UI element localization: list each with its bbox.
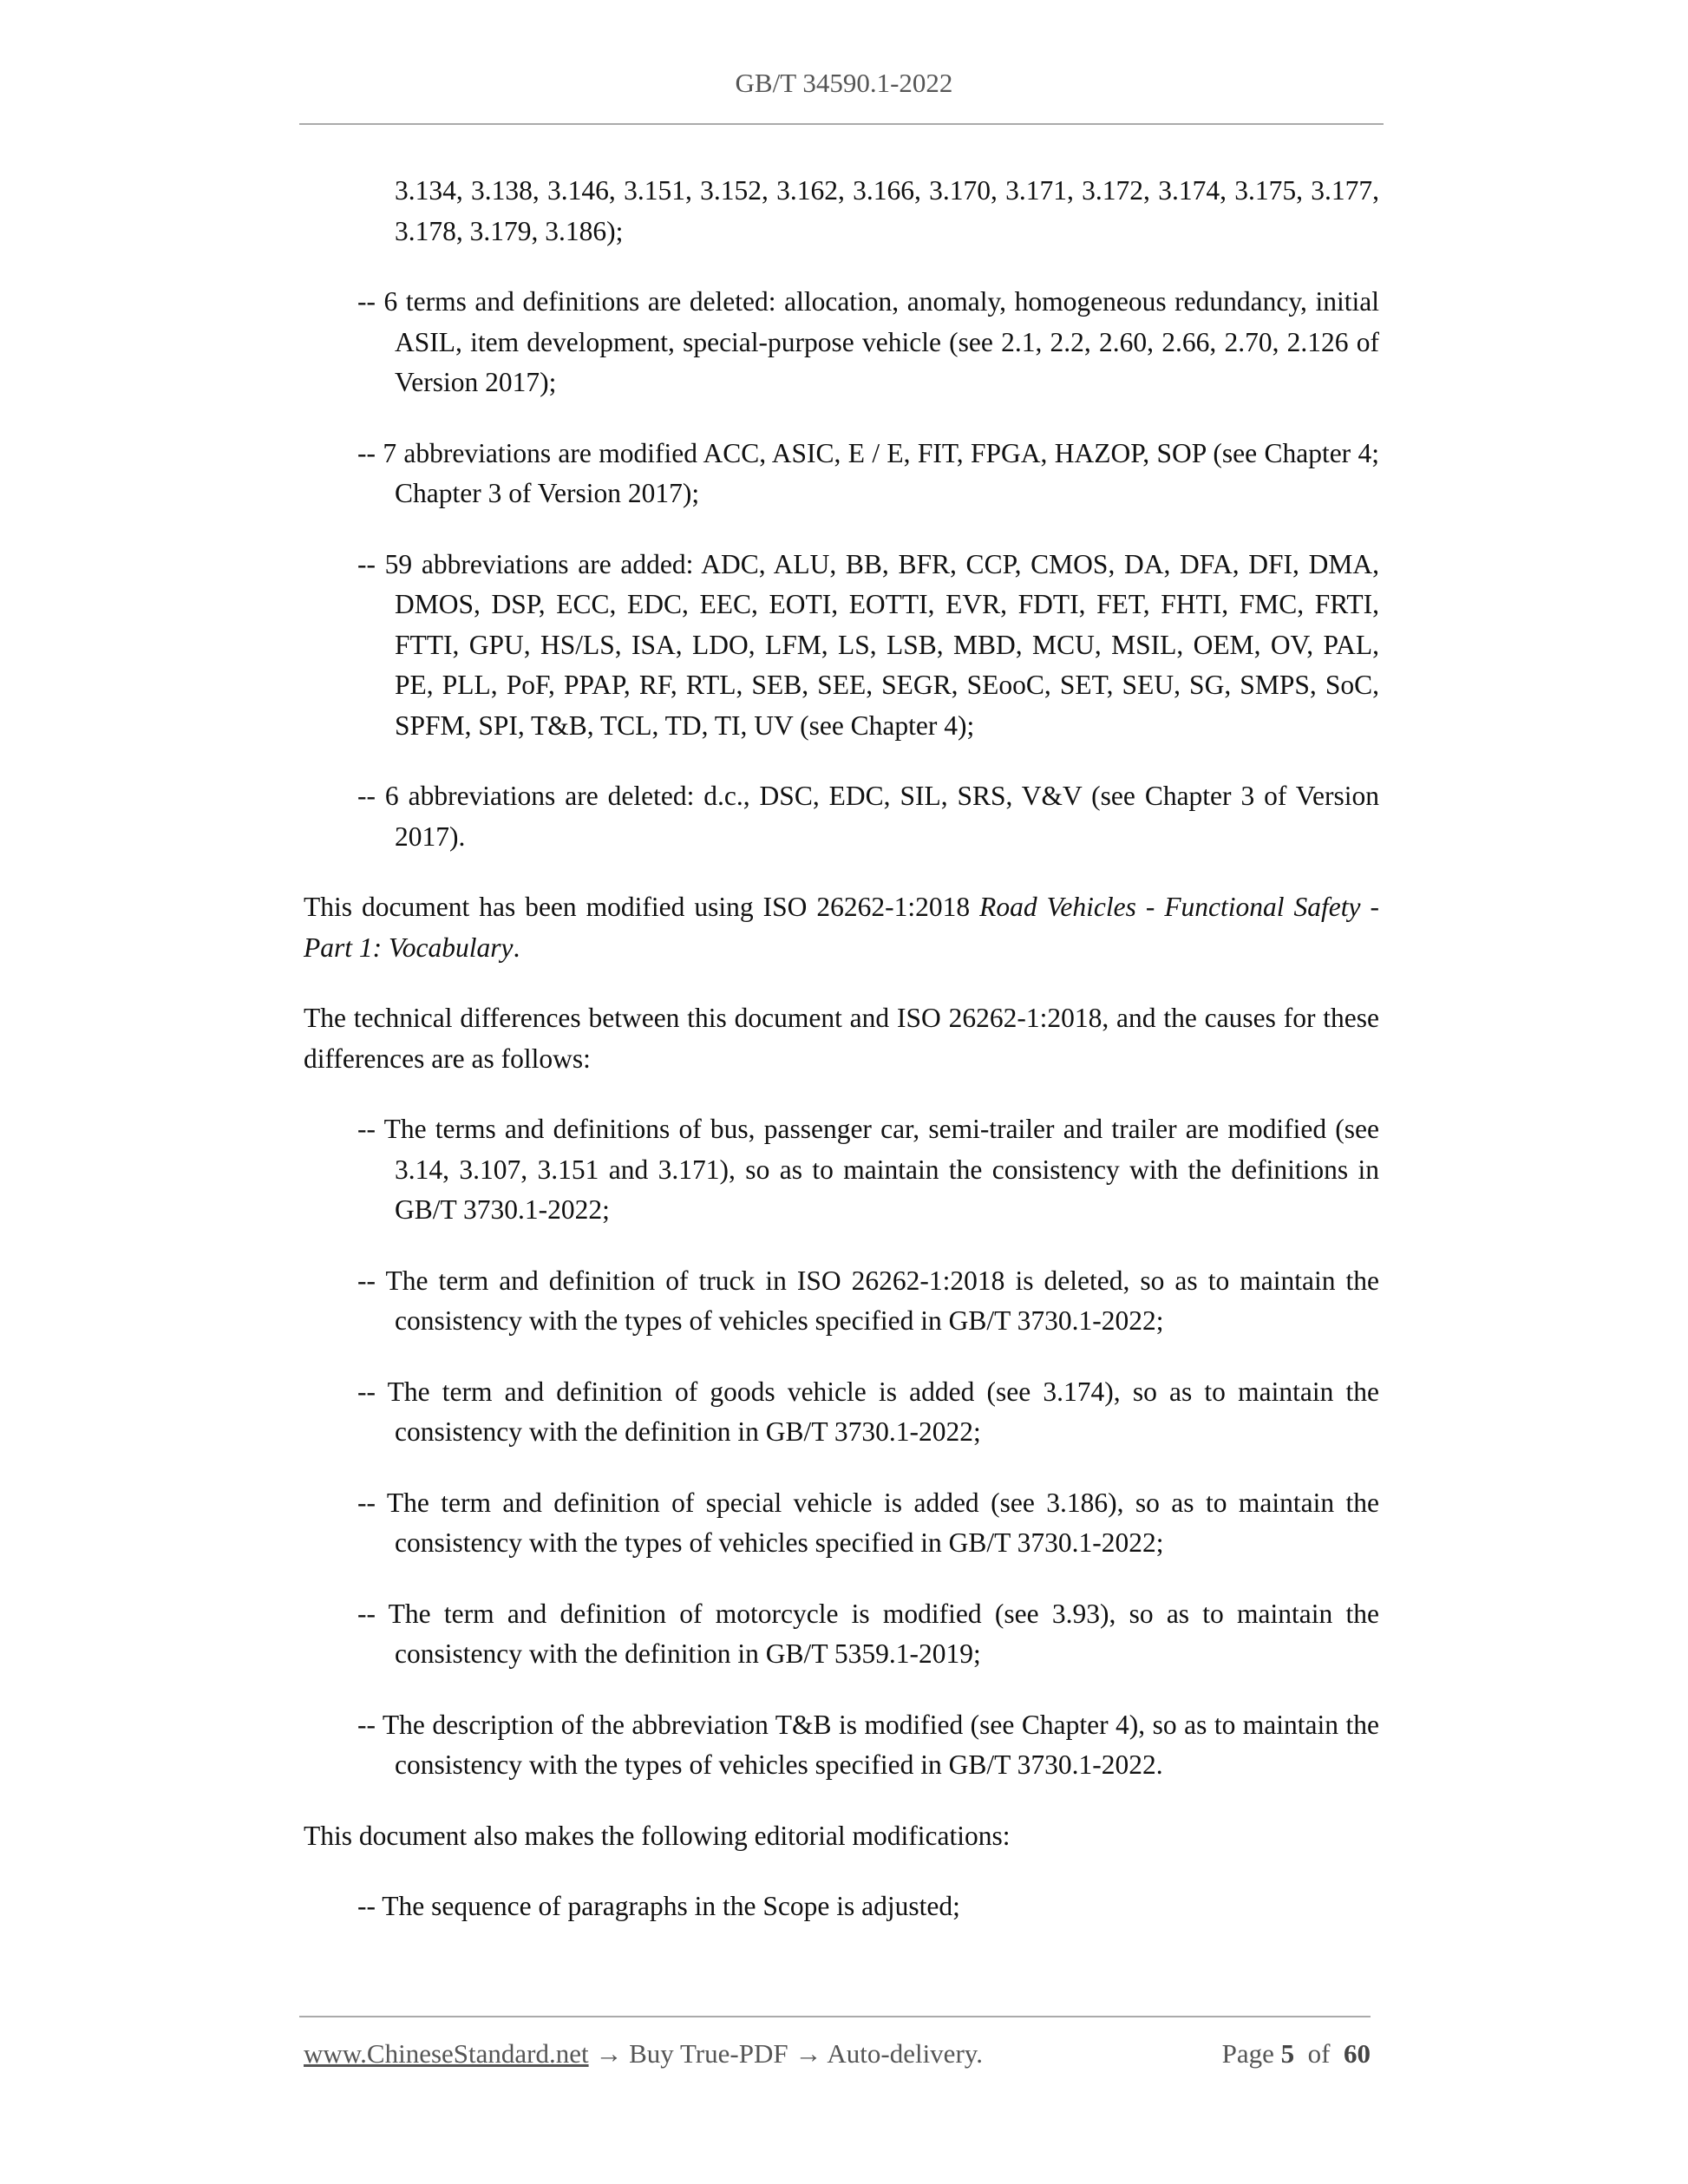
list-item: -- 7 abbreviations are modified ACC, ASIC, E / E, FIT, FPGA, HAZOP, SOP (see Chapter 4; Chapter 3 of Version 2017); [357,437,1379,508]
document-footer [304,2038,1371,2070]
list-item: -- 59 abbreviations are added: ADC, ALU, BB, BFR, CCP, CMOS, DA, DFA, DFI, DMA, DMOS, DSP, ECC, EDC, EEC, EOTI, EOTTI, EVR, FDTI, FET, FHTI, FMC, FRTI, FTTI, GPU, HS/LS, ISA, LDO, LFM, LS, LSB, MBD, MCU, MSIL, OEM, OV, PAL, PE, PLL, PoF, PPAP, RF, RTL, SEB, SEE, SEGR, SEooC, SET, SEU, SG, SMPS, SoC, SPFM, SPI, T&B, TCL, TD, TI, UV (see Chapter 4); [357,548,1379,741]
text: . [513,932,520,963]
website-link[interactable]: www.ChineseStandard.net [304,2038,589,2069]
list-item: -- The description of the abbreviation T&B is modified (see Chapter 4), so as to maintain the consistency with the types of vehicles specified in GB/T 3730.1-2022. [357,1709,1379,1780]
list-continuation: 3.134, 3.138, 3.146, 3.151, 3.152, 3.162, 3.166, 3.170, 3.171, 3.172, 3.174, 3.175, 3.177, 3.178, 3.179, 3.186); [395,175,1379,246]
header-divider [299,123,1384,125]
list-item: -- The terms and definitions of bus, passenger car, semi-trailer and trailer are modified (see 3.14, 3.107, 3.151 and 3.171), so as to maintain the consistency with the definitions in GB/T 3730.1-2022; [357,1114,1379,1225]
list-item: -- 6 terms and definitions are deleted: allocation, anomaly, homogeneous redundancy, initial ASIL, item development, special-purpose vehicle (see 2.1, 2.2, 2.60, 2.66, 2.70, 2.126 of Version 2017); [357,286,1379,397]
list-item: -- 6 abbreviations are deleted: d.c., DSC, EDC, SIL, SRS, V&V (see Chapter 3 of Version 2017). [357,781,1379,852]
document-header: GB/T 34590.1-2022 [735,68,953,98]
paragraph-editorial: This document also makes the following editorial modifications: [304,1820,1011,1851]
page-label: Page [1221,2038,1274,2069]
total-pages: 60 [1344,2038,1371,2069]
paragraph-technical-differences: The technical differences between this document and ISO 26262-1:2018, and the causes for these differences are as follows: [304,1003,1379,1074]
list-item: -- The term and definition of motorcycle is modified (see 3.93), so as to maintain the consistency with the definition in GB/T 5359.1-2019; [357,1598,1379,1669]
footer-divider [299,2016,1371,2017]
of-label: of [1307,2038,1331,2069]
footer-text: → Buy True-PDF → Auto-delivery. [588,2038,983,2069]
list-item: -- The term and definition of truck in ISO 26262-1:2018 is deleted, so as to maintain the consistency with the types of vehicles specified in GB/T 3730.1-2022; [357,1265,1379,1336]
paragraph-modified-using [304,887,1379,968]
page-number [1222,2038,1371,2070]
footer-left [304,2038,983,2070]
standard-title: Road Vehicles - Functional Safety - Part 1: Vocabulary [304,892,1379,963]
list-item: -- The sequence of paragraphs in the Scope is adjusted; [357,1891,960,1921]
list-item: -- The term and definition of goods vehicle is added (see 3.174), so as to maintain the consistency with the definition in GB/T 3730.1-2022; [357,1376,1379,1447]
current-page: 5 [1280,2038,1295,2069]
text: This document has been modified using ISO 26262-1:2018 [304,892,980,922]
document-body [304,171,1379,1958]
list-item: -- The term and definition of special vehicle is added (see 3.186), so as to maintain the consistency with the types of vehicles specified in GB/T 3730.1-2022; [357,1487,1379,1558]
